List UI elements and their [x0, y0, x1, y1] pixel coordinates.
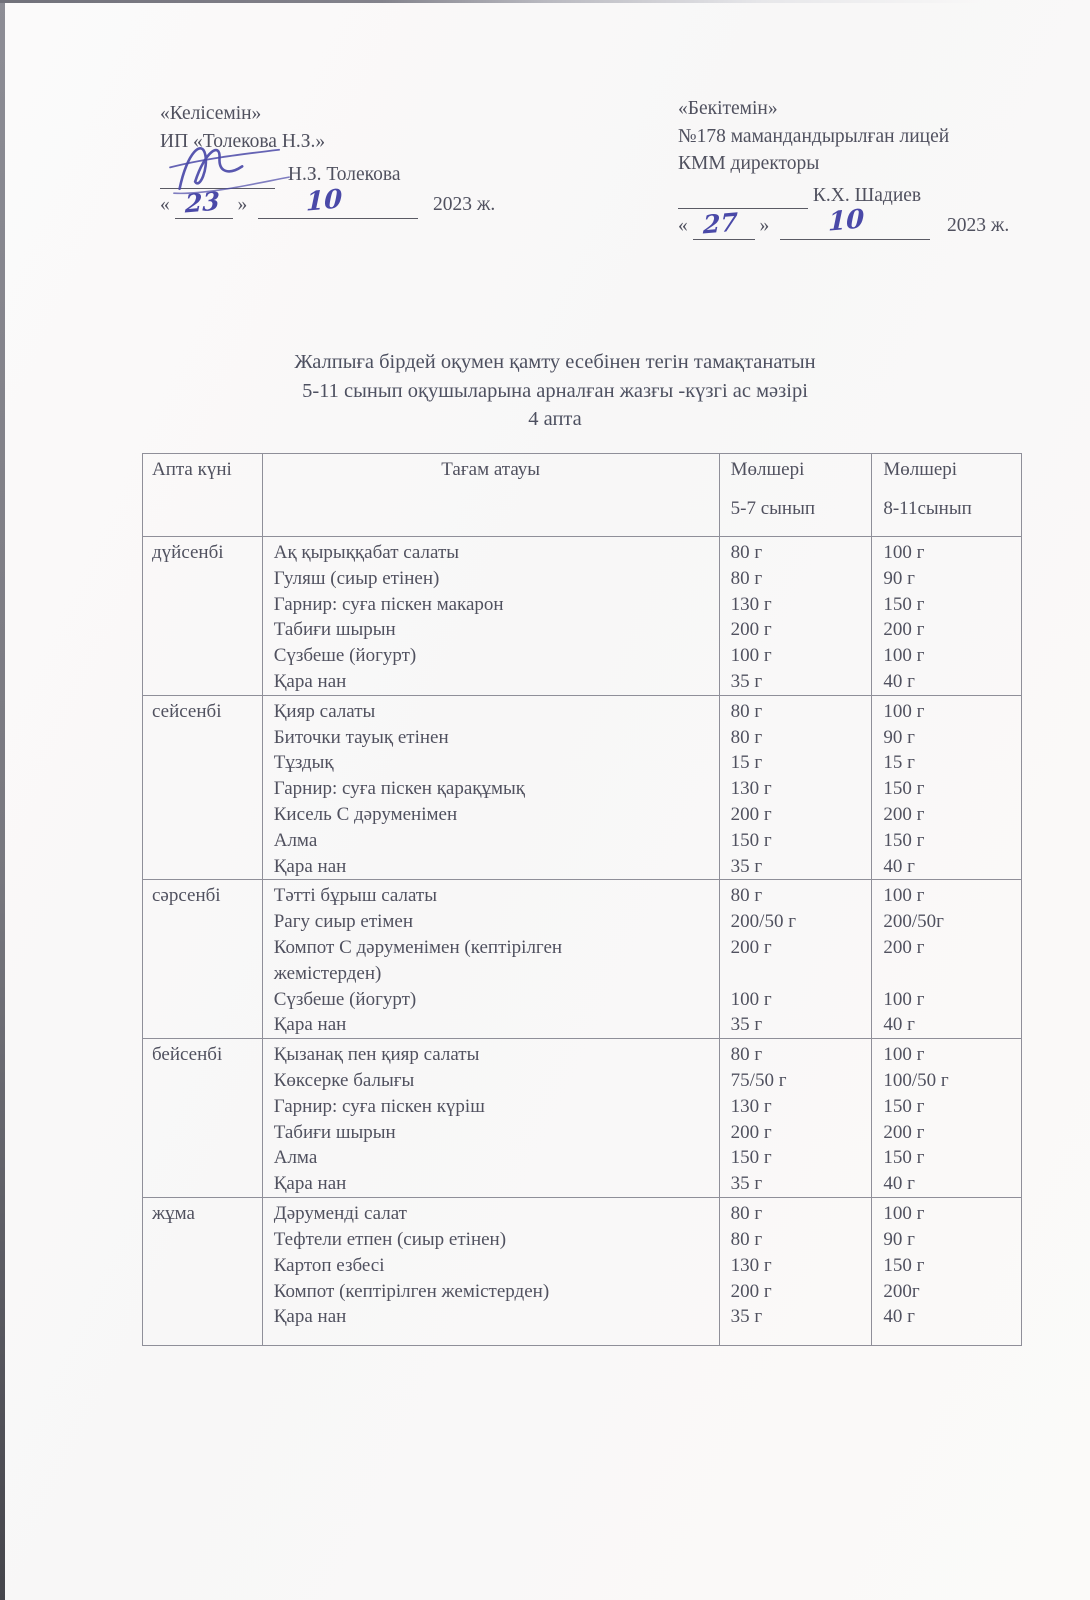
dish-name: Табиғи шырын: [273, 619, 396, 641]
portion-8-11: 40 г: [883, 1014, 915, 1036]
portion-8-11: 100 г: [883, 988, 925, 1010]
dish-cell: [263, 880, 720, 1038]
handwritten-month-right: 10: [827, 203, 865, 238]
portion-8-11: 40 г: [883, 855, 915, 877]
day-cell: [143, 696, 263, 880]
portion-8-11-cell: [872, 1198, 1021, 1345]
portion-8-11: 100 г: [883, 1203, 925, 1225]
handwritten-signature: [166, 129, 300, 200]
menu-table: [142, 453, 1022, 1346]
portion-8-11: 90 г: [883, 1228, 915, 1250]
portion-8-11: 200 г: [883, 1121, 925, 1143]
header-grade-8-11-label: 8-11сынып: [883, 497, 972, 519]
portion-8-11: 40 г: [883, 670, 915, 692]
dish-name: Алма: [273, 1147, 318, 1169]
day-underline-right: [693, 206, 755, 240]
dish-name: Гуляш (сиыр етінен): [273, 567, 440, 589]
portion-5-7: 80 г: [730, 542, 763, 563]
portion-8-11: 100/50 г: [883, 1069, 949, 1091]
handwritten-month-left: 10: [305, 184, 343, 218]
day-label: сәрсенбі: [152, 885, 221, 907]
day-label: бейсенбі: [152, 1044, 223, 1066]
portion-5-7: 15 г: [730, 752, 763, 774]
portion-5-7: 75/50 г: [730, 1069, 787, 1091]
day-underline-left: [175, 186, 233, 219]
month-underline-right: [780, 203, 930, 240]
portion-5-7: 200 г: [730, 936, 772, 958]
header-grade-5-7-label: 5-7 сынып: [730, 497, 816, 519]
portion-5-7-cell: [720, 537, 873, 695]
portion-8-11-cell: [872, 696, 1021, 880]
day-cell: [143, 1039, 263, 1197]
handwritten-day-right: 27: [702, 206, 738, 240]
portion-5-7: [731, 961, 872, 987]
dish-name: Рагу сиыр етімен: [273, 911, 414, 933]
portion-5-7: 35 г: [730, 670, 763, 692]
dish-name: Қара нан: [273, 1306, 347, 1328]
portion-5-7: 130 г: [730, 778, 772, 800]
dish-name: Сүзбеше (йогурт): [273, 645, 417, 667]
quote-open: «: [160, 194, 170, 215]
dish-name: Картоп езбесі: [273, 1254, 385, 1276]
handwritten-day-left: 23: [184, 186, 220, 219]
portion-8-11: 200г: [883, 1280, 920, 1302]
portion-5-7: 35 г: [730, 1014, 763, 1036]
portion-8-11-cell: [872, 1039, 1021, 1197]
portion-8-11-cell: [872, 537, 1021, 695]
day-label: сейсенбі: [152, 700, 222, 722]
header-portion-5-7-column: [720, 454, 873, 536]
header-portion-label: Мөлшері: [883, 459, 958, 480]
dish-name: Компот (кептірілген жемістерден): [273, 1280, 550, 1302]
month-underline-left: [258, 184, 418, 219]
header-day-label: Апта күні: [152, 459, 232, 480]
lyceum-name: №178 мамандандырылған лицей: [678, 125, 950, 147]
approval-block-right: [678, 95, 1038, 240]
dish-name: Қара нан: [273, 1173, 347, 1195]
portion-8-11: 200 г: [883, 936, 925, 958]
day-cell: [143, 880, 263, 1038]
agreement-label: «Келісемін»: [160, 103, 262, 124]
date-line-right: [678, 203, 1038, 240]
portion-8-11: 100 г: [883, 700, 925, 722]
approve-label: «Бекітемін»: [678, 98, 778, 119]
dish-name: Ақ қырыққабат салаты: [273, 542, 460, 563]
header-portion-label: Мөлшері: [730, 459, 805, 480]
day-label: дүйсенбі: [152, 542, 224, 563]
portion-5-7-cell: [720, 880, 873, 1038]
portion-8-11: 150 г: [883, 1095, 925, 1117]
day-cell: [143, 537, 263, 695]
signer-name-right: К.Х. Шадиев: [812, 184, 922, 206]
portion-5-7: 80 г: [730, 1203, 763, 1225]
scan-edge-left: [0, 0, 5, 1600]
portion-8-11: 200 г: [883, 619, 925, 641]
year-right: 2023 ж.: [947, 215, 1010, 236]
day-block-thursday: [143, 1038, 1021, 1197]
dish-name: Биточки тауық етінен: [273, 726, 449, 748]
portion-5-7: 200/50 г: [730, 911, 796, 933]
dish-name: Табиғи шырын: [273, 1121, 396, 1143]
portion-5-7: 100 г: [730, 645, 772, 667]
portion-8-11: 150 г: [883, 778, 925, 800]
portion-5-7: 35 г: [730, 1306, 763, 1328]
director-title: КММ директоры: [678, 153, 820, 174]
portion-8-11: 200 г: [883, 803, 925, 825]
dish-name: Қияр салаты: [273, 700, 376, 722]
dish-name: Тефтели етпен (сиыр етінен): [273, 1228, 507, 1250]
portion-8-11: [883, 961, 1021, 987]
portion-5-7: 80 г: [730, 885, 763, 907]
day-block-monday: [143, 536, 1021, 695]
portion-8-11: 150 г: [883, 1147, 925, 1169]
header-day-column: [143, 454, 263, 536]
dish-name: Дәруменді салат: [273, 1203, 407, 1225]
quote-open-right: «: [678, 215, 688, 236]
header-dish-column: [263, 454, 720, 536]
header-dish-label: Тағам атауы: [441, 459, 541, 480]
portion-8-11: 100 г: [883, 1044, 925, 1066]
portion-5-7: 150 г: [730, 829, 772, 851]
dish-name: Қара нан: [273, 670, 347, 692]
portion-8-11-cell: [872, 880, 1021, 1038]
day-cell: [143, 1198, 263, 1345]
dish-cell: [263, 1039, 720, 1197]
table-header-row: [143, 454, 1021, 536]
portion-8-11: 150 г: [883, 1254, 925, 1276]
dish-name: Сүзбеше (йогурт): [273, 988, 417, 1010]
portion-8-11: 150 г: [883, 829, 925, 851]
portion-5-7: 150 г: [730, 1147, 772, 1169]
dish-name: Гарнир: суға піскен күріш: [273, 1095, 485, 1117]
portion-5-7-cell: [720, 696, 873, 880]
day-block-friday: [143, 1197, 1021, 1345]
portion-8-11: 100 г: [883, 542, 925, 563]
portion-8-11: 200/50г: [883, 911, 944, 933]
dish-cell: [263, 1198, 720, 1345]
portion-5-7: 35 г: [730, 855, 763, 877]
portion-5-7: 130 г: [730, 1254, 772, 1276]
portion-8-11: 40 г: [883, 1306, 915, 1328]
portion-5-7: 200 г: [730, 1280, 772, 1302]
signature-underline-right: [678, 188, 808, 209]
title-line-1: Жалпыға бірдей оқумен қамту есебінен тегін тамақтанатын: [294, 351, 816, 373]
dish-name: Тұздық: [273, 752, 334, 774]
company-name: ИП «Толекова Н.З.»: [160, 131, 326, 152]
portion-8-11: 150 г: [883, 593, 925, 615]
portion-8-11: 90 г: [883, 567, 915, 589]
dish-name: Қызанақ пен қияр салаты: [273, 1044, 480, 1066]
title-line-2: 5-11 сынып оқушыларына арналған жазғы -күзгі ас мәзірі: [302, 379, 808, 402]
scan-edge-top: [0, 0, 1090, 3]
dish-cell: [263, 696, 720, 880]
day-block-wednesday: [143, 879, 1021, 1038]
portion-8-11: 90 г: [883, 726, 915, 748]
dish-cell: [263, 537, 720, 695]
dish-name: Гарнир: суға піскен қарақұмық: [273, 778, 526, 800]
document-title: [115, 348, 995, 434]
dish-name: Кисель С дәруменімен: [273, 803, 458, 825]
dish-name-wrap: жемістерден): [273, 962, 382, 984]
dish-name: Гарнир: суға піскен макарон: [273, 593, 504, 615]
portion-5-7: 80 г: [730, 726, 763, 748]
portion-5-7: 80 г: [730, 1044, 763, 1066]
day-label: жұма: [152, 1203, 195, 1225]
portion-5-7-cell: [720, 1198, 873, 1345]
dish-name: Қара нан: [273, 1014, 347, 1036]
signer-name-left: Н.З. Толекова: [287, 164, 401, 185]
quote-close: »: [237, 194, 248, 215]
portion-5-7: 80 г: [730, 700, 763, 722]
portion-5-7: 80 г: [730, 567, 763, 589]
quote-close-right: »: [759, 215, 770, 236]
dish-name: Қара нан: [273, 855, 347, 877]
dish-name: Алма: [273, 829, 318, 851]
portion-5-7: 100 г: [730, 988, 772, 1010]
portion-5-7: 130 г: [730, 1095, 772, 1117]
portion-5-7: 130 г: [730, 593, 772, 615]
portion-8-11: 15 г: [883, 752, 915, 774]
dish-name: Компот С дәруменімен (кептірілген: [273, 936, 563, 958]
portion-5-7: 200 г: [730, 619, 772, 641]
portion-8-11: 100 г: [883, 885, 925, 907]
year-left: 2023 ж.: [433, 194, 496, 215]
title-line-3: 4 апта: [528, 408, 582, 430]
portion-5-7: 35 г: [730, 1173, 763, 1195]
portion-5-7: 80 г: [730, 1228, 763, 1250]
portion-5-7: 200 г: [730, 1121, 772, 1143]
dish-name: Көксерке балығы: [273, 1069, 415, 1091]
portion-8-11: 40 г: [883, 1173, 915, 1195]
day-block-tuesday: [143, 695, 1021, 880]
dish-name: Тәтті бұрыш салаты: [273, 885, 437, 907]
portion-5-7: 200 г: [730, 803, 772, 825]
header-portion-8-11-column: [872, 454, 1021, 536]
portion-5-7-cell: [720, 1039, 873, 1197]
portion-8-11: 100 г: [883, 645, 925, 667]
